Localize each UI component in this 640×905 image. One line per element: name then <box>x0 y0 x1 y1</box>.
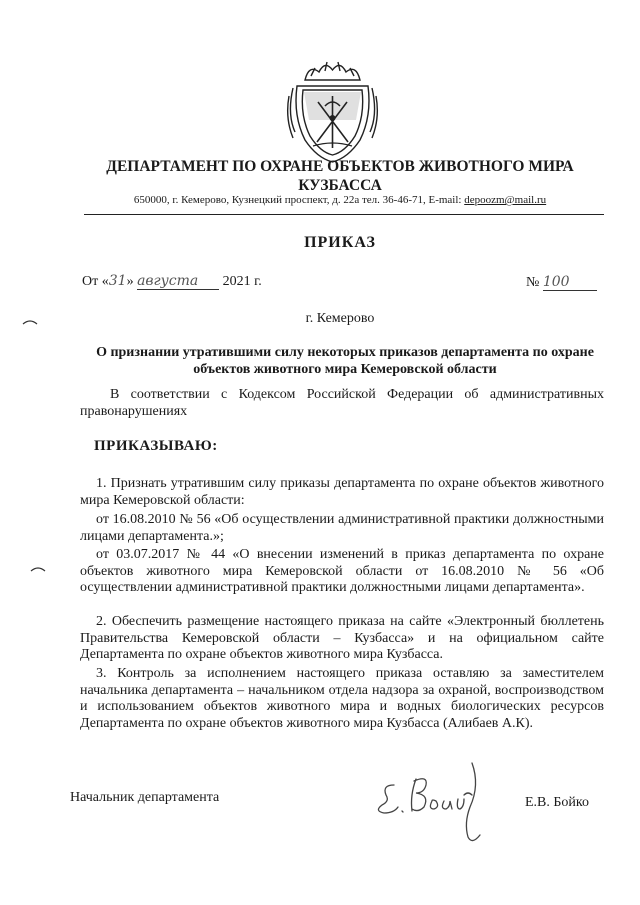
item-1-subitem-a: от 16.08.2010 № 56 «Об осуществлении административной практики должностными лицами департамента.»; <box>80 512 604 544</box>
item-1-subitem-b: от 03.07.2017 № 44 «О внесении изменений в приказ департамента по охране объектов животного мира Кемеровской области от 16.08.2010 № 56 «Об осуществлении административной практики должностными лицами департамента». <box>80 547 604 595</box>
date-day: 31 <box>108 273 127 289</box>
order-city: г. Кемерово <box>305 311 375 326</box>
number-value: 100 <box>543 274 597 291</box>
order-date <box>82 273 262 290</box>
date-year: 2021 г. <box>219 274 262 289</box>
handwritten-signature <box>372 755 492 850</box>
order-number <box>526 274 597 291</box>
date-prefix: От « <box>82 274 109 289</box>
order-subject: О признании утратившими силу некоторых приказов департамента по охране объектов животного мира Кемеровской области <box>96 345 594 377</box>
department-name-line2: КУЗБАССА <box>298 177 382 194</box>
date-mid: » <box>126 274 138 289</box>
document-type: ПРИКАЗ <box>304 234 376 251</box>
margin-punch-mark-middle <box>30 566 46 572</box>
intro-paragraph: В соответствии с Кодексом Российской Федерации об административных правонарушениях <box>80 387 604 419</box>
orders-heading: ПРИКАЗЫВАЮ: <box>94 438 218 454</box>
item-2: 2. Обеспечить размещение настоящего приказа на сайте «Электронный бюллетень Правительства Кемеровской области – Кузбасса» и на официальном сайте Департамента по охране объектов животного мира Кузбасса. <box>80 614 604 662</box>
item-1: 1. Признать утратившим силу приказы департамента по охране объектов животного мира Кемеровской области: <box>80 476 604 508</box>
item-3: 3. Контроль за исполнением настоящего приказа оставляю за заместителем начальника департамента – начальником отдела надзора за охраной, воспроизводством и использованием объектов животного мира и водных биологических ресурсов Департамента по охране объектов животного мира Кузбасса (Алибаев А.К). <box>80 666 604 731</box>
header-divider <box>84 214 604 215</box>
department-name-line1: ДЕПАРТАМЕНТ ПО ОХРАНЕ ОБЪЕКТОВ ЖИВОТНОГО МИРА <box>106 158 574 175</box>
signatory-title: Начальник департамента <box>70 790 220 805</box>
department-address <box>60 194 620 206</box>
signatory-name: Е.В. Бойко <box>525 795 590 810</box>
coat-of-arms-emblem <box>285 56 380 166</box>
email-link[interactable]: depoozm@mail.ru <box>464 194 547 206</box>
margin-punch-mark-top <box>22 319 38 325</box>
address-text: 650000, г. Кемерово, Кузнецкий проспект, д. 22а тел. 36-46-71, E-mail: <box>133 194 465 206</box>
department-name <box>60 157 620 195</box>
date-month: августа <box>137 273 219 290</box>
number-label: № <box>526 275 543 290</box>
